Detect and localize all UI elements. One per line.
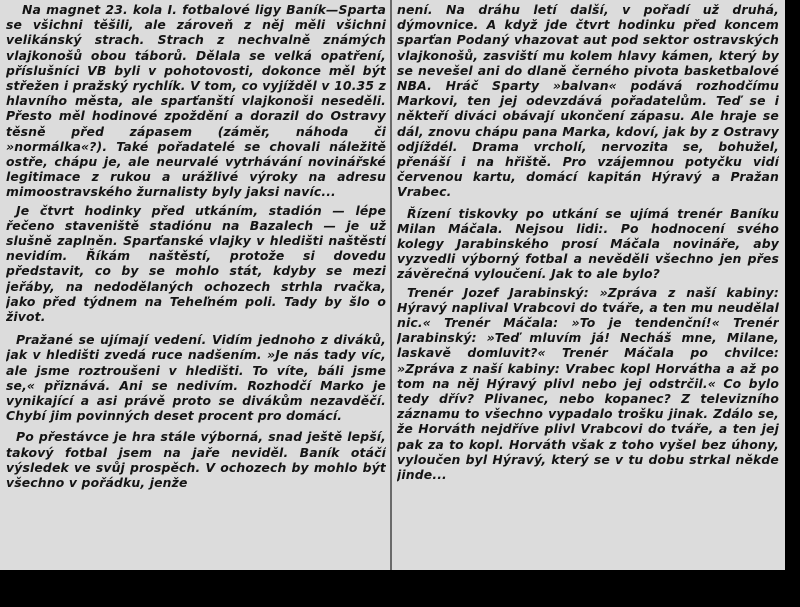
paragraph-intro: Na magnet 23. kola I. fotbalové ligy Baník—Sparta se všichni těšili, ale zároveň z něj měli všichni velikánský strach. Strach z nechvalně známých vlajkonošů obou táborů. Dělala se velká opatření, příslušníci VB byli v pohotovosti, dokonce měl být střežen i pražský rychlík. V tom, co vyjížděl v 10.35 z hlavního města, ale sparťanští vlajkonoši neseděli. Přesto měl hodinové zpoždění a dorazil do Ostravy těsně před zápasem (záměr, náhoda či »normálka«?). Také pořadatelé se chovali náležitě ostře, chápu je, ale neurvalé vytrhávání novinářské legitimace z rukou a urážlivé výroky na adresu mimoostravského žurnalisty byly jaksi navíc... — [6, 2, 386, 200]
paragraph-lead: Pražané se ujímají vedení. Vidím jednoho z diváků, jak v hledišti zvedá ruce nadšením. »Je nás tady víc, ale jsme roztroušeni v hledišti. To víte, báli jsme se,« přiznává. Ani se nedivím. Rozhodčí Marko je vynikající a asi právě proto se divákům nezavděčí. Chybí jim povinných deset procent pro domácí. — [6, 332, 386, 424]
paragraph-stadium: Je čtvrt hodinky před utkáním, stadión — lépe řečeno staveniště stadiónu na Bazalech — je už slušně zaplněn. Sparťanské vlajky v hledišti naštěstí nevidím. Říkám naštěstí, protože si dovedu představit, co by se mohlo stát, kdyby se mezi jeřáby, na nedodělaných ochozech strhla rvačka, jako před týdnem na Teheľném poli. Tady by šlo o život. — [6, 202, 386, 325]
paragraph-second-half: Po přestávce je hra stále výborná, snad ještě lepší, takový fotbal jsem na jaře neviděl. Baník otáčí výsledek ve svůj prospěch. V ochozech by mohlo být všechno v pořádku, jenže — [6, 429, 386, 491]
paragraph-coaches-dispute: Trenér Jozef Jarabinský: »Zpráva z naší kabiny: Hýravý naplival Vrabcovi do tváře, a ten mu neudělal nic.« Trenér Máčala: »To je tendenční!« Trenér Jarabinský: »Teď mluvím já! Necháš mne, Milane, laskavě domluvit?« Trenér Máčala po chvilce: »Zpráva z naší kabiny: Vrabec kopl Horvátha a až po tom na něj Hýravý plivl nebo jej odstrčil.« Co bylo tedy dřív? Plivanec, nebo kopanec? Z televizního záznamu to všechno vypadalo trošku jinak. Zdálo se, že Horváth nejdříve plivl Vrabcovi do tváře, a ten jej pak za to kopl. Horváth však z toho vyšel bez úhony, vyloučen byl Hýravý, který se v tu dobu strkal někde jinde... — [397, 284, 779, 483]
column-divider — [390, 0, 392, 570]
paragraph-press-conference: Řízení tiskovky po utkání se ujímá trenér Baníku Milan Máčala. Nejsou lidi:. Po hodnocení svého kolegy Jarabinského prosí Máčala novináře, aby vyzvedli výborný fotbal a nevěděli všechno jen přes závěrečná vyloučení. Jak to ale bylo? — [397, 205, 779, 282]
paragraph-continuation: není. Na dráhu letí další, v pořadí už druhá, dýmovnice. A když jde čtvrt hodinku před koncem sparťan Podaný vhazovat aut pod sektor ostravských vlajkonošů, zasviští mu kolem hlavy kámen, který by se nevešel ani do dlaně černého pivota basketbalové NBA. Hráč Sparty »balvan« podává rozhodčímu Markovi, ten jej odevzdává pořadatelům. Teď se i někteří diváci obávají ukončení zápasu. Ale hraje se dál, znovu chápu pana Marka, kdoví, jak by z Ostravy odjíždél. Drama vrcholí, nervozita se, bohužel, přenáší i na hřiště. Pro vzájemnou potyčku vidí červenou kartu, domácí kapitán Hýravý a Pražan Vrabec. — [397, 2, 779, 200]
left-column — [6, 0, 386, 570]
right-column — [397, 0, 779, 570]
scan-border-bottom — [0, 570, 800, 607]
scan-border-right — [785, 0, 800, 570]
